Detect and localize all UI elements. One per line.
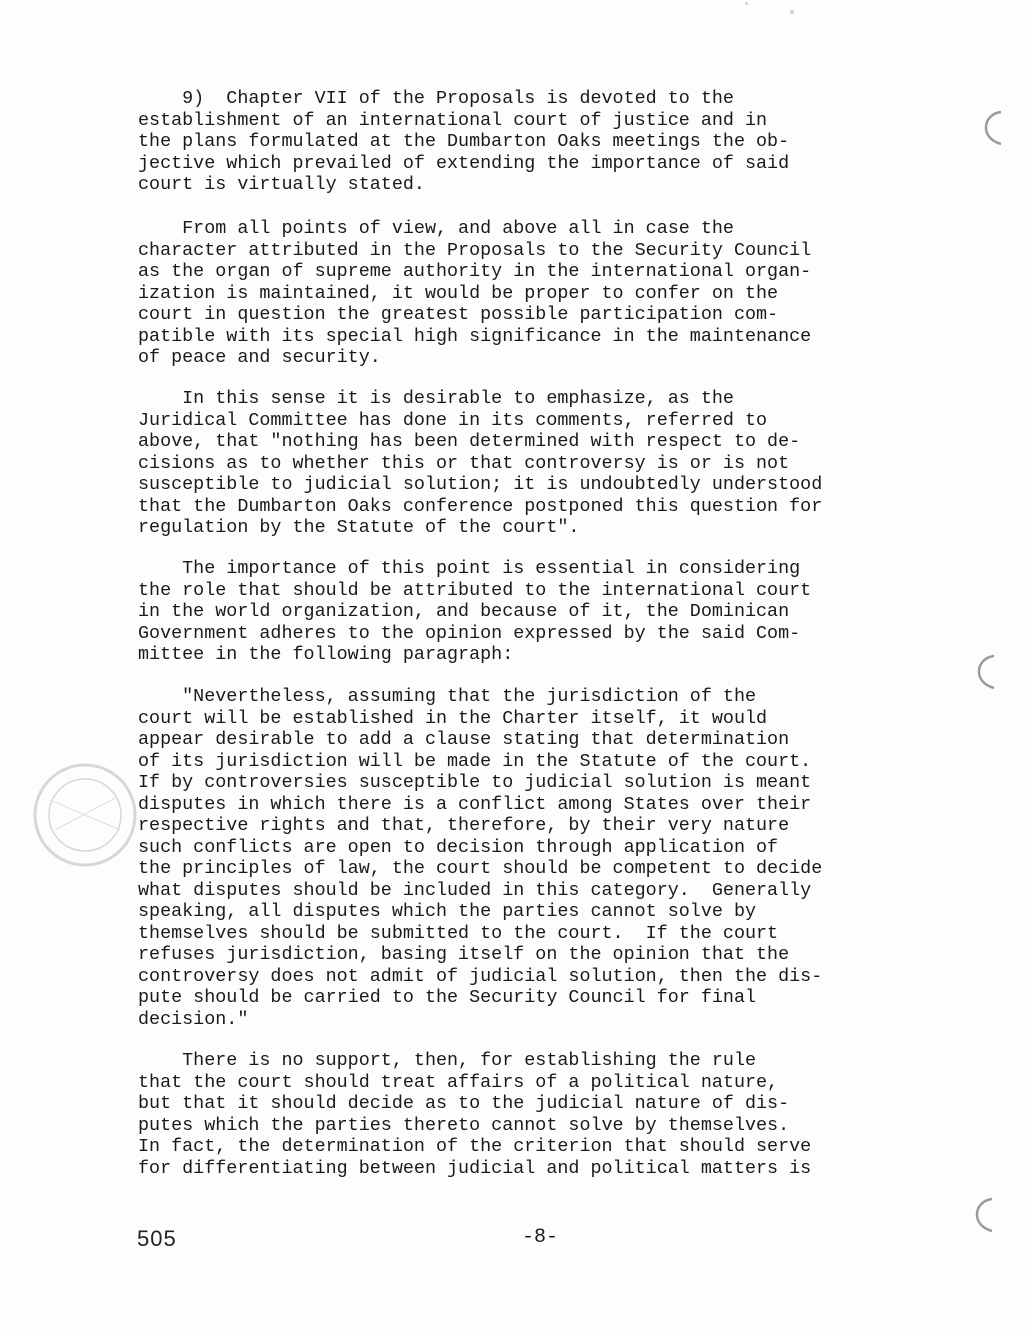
paper-speck	[790, 10, 794, 14]
paragraph-no-support: There is no support, then, for establishing the rule that the court should treat affairs of a political nature, but that it should decide as to the judicial nature of dis- putes which the parties thereto cannot solve by themselves. In fact, the determination of the criterion that should serve for differentiating between judicial and political matters is	[138, 1050, 812, 1179]
page-number: -8-	[522, 1226, 559, 1249]
paragraph-points-of-view: From all points of view, and above all in case the character attributed in the Proposals to the Security Council as the organ of supreme authority in the international organ- ization is maintained, it would be proper to confer on the court in question the greatest possible participation com- patible with its special high significance in the maintenance of peace and security.	[138, 218, 812, 368]
paragraph-importance: The importance of this point is essential in considering the role that should be attributed to the international court in the world organization, and because of it, the Dominican Government adheres to the opinion expressed by the said Com- mittee in the following paragraph:	[138, 558, 812, 665]
binder-hole-mark-bottom	[966, 1195, 1000, 1235]
paper-speck	[745, 2, 748, 5]
document-footer-number: 505	[137, 1226, 177, 1251]
paragraph-juridical-committee: In this sense it is desirable to emphasize, as the Juridical Committee has done in its comments, referred to above, that "nothing has been determined with respect to de- cisions as to whether this or that controversy is or is not susceptible to judicial solution; it is undoubtedly understood that the Dumbarton Oaks conference postponed this question for regulation by the Statute of the court".	[138, 388, 823, 538]
paragraph-quotation: "Nevertheless, assuming that the jurisdiction of the court will be established in the Charter itself, it would appear desirable to add a clause stating that determination of its jurisdiction will be made in the Statute of the court. If by controversies susceptible to judicial solution is meant disputes in which there is a conflict among States over their respective rights and that, therefore, by their very nature such conflicts are open to decision through application of the principles of law, the court should be competent to decide what disputes should be included in this category. Generally speaking, all disputes which the parties cannot solve by themselves should be submitted to the court. If the court refuses jurisdiction, basing itself on the opinion that the controversy does not admit of judicial solution, then the dis- pute should be carried to the Security Council for final decision."	[138, 686, 823, 1030]
archive-stamp-seal	[30, 760, 140, 870]
binder-hole-mark-top	[975, 108, 1009, 148]
paragraph-chapter-vii: 9) Chapter VII of the Proposals is devoted to the establishment of an international court of justice and in the plans formulated at the Dumbarton Oaks meetings the ob- jective which prevailed of extending the importance of said court is virtually stated.	[138, 88, 790, 195]
binder-hole-mark-middle	[968, 652, 1002, 692]
